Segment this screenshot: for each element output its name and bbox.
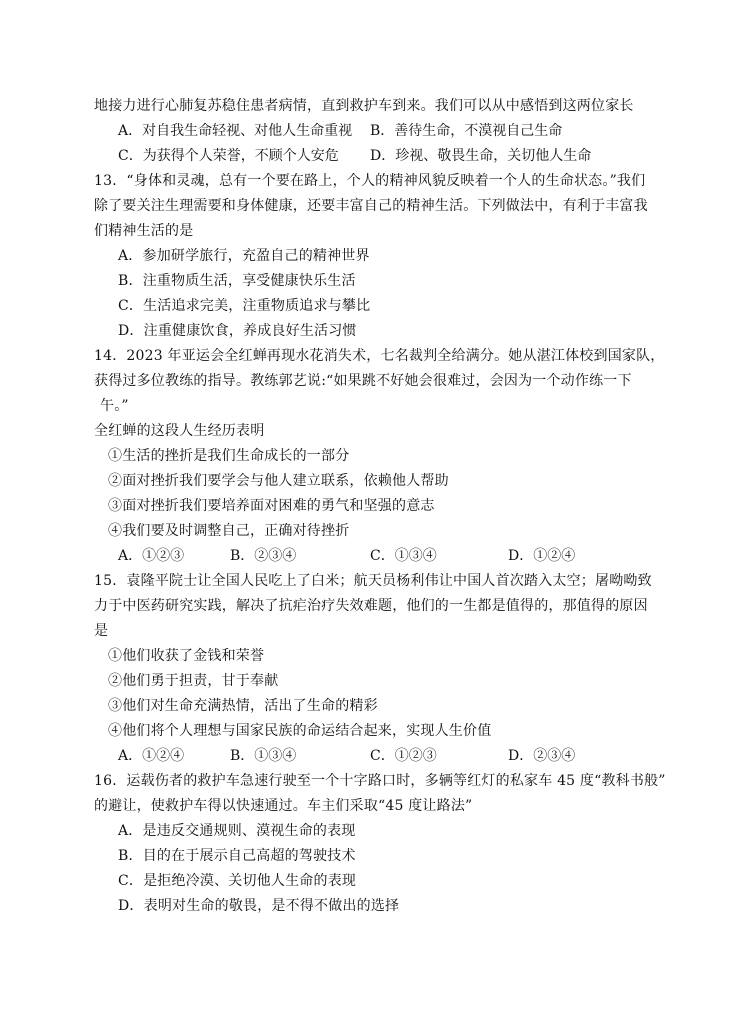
q15-option-d: D．②③④ — [508, 748, 576, 764]
q14-option-d: D．①②④ — [508, 548, 576, 564]
q16-option-a: A．是违反交通规则、漠视生命的表现 — [118, 823, 356, 839]
q15-stem-line-3: 是 — [94, 623, 109, 639]
q13-option-a: A．参加研学旅行，充盈自己的精神世界 — [118, 248, 370, 264]
q15-item-2: ②他们勇于担责，甘于奉献 — [108, 673, 279, 689]
q13-option-b: B．注重物质生活，享受健康快乐生活 — [118, 273, 356, 289]
q14-item-2: ②面对挫折我们要学会与他人建立联系，依赖他人帮助 — [108, 473, 449, 489]
q14-stem-line-4: 全红蝉的这段人生经历表明 — [94, 423, 265, 439]
q12-option-a: A．对自我生命轻视、对他人生命重视 — [118, 123, 353, 139]
q14-item-3: ③面对挫折我们要培养面对困难的勇气和坚强的意志 — [108, 498, 435, 514]
q12-option-d: D．珍视、敬畏生命，关切他人生命 — [370, 148, 592, 164]
q14-stem-line-3: 午。” — [100, 398, 129, 414]
q14-item-1: ①生活的挫折是我们生命成长的一部分 — [108, 448, 350, 464]
q12-option-c: C．为获得个人荣誉，不顾个人安危 — [118, 148, 339, 164]
q15-item-3: ③他们对生命充满热情，活出了生命的精彩 — [108, 698, 378, 714]
q16-stem-line-1: 16．运载伤者的救护车急速行驶至一个十字路口时，多辆等红灯的私家车 45 度“教科书般” — [94, 773, 666, 789]
q13-stem-line-3: 们精神生活的是 — [94, 223, 194, 239]
q13-stem-line-1: 13．“身体和灵魂，总有一个要在路上，个人的精神风貌反映着一个人的生命状态。”我们 — [94, 173, 646, 189]
q16-option-b: B．目的在于展示自己高超的驾驶技术 — [118, 848, 356, 864]
q15-item-1: ①他们收获了金钱和荣誉 — [108, 648, 265, 664]
q12-stem-tail: 地接力进行心肺复苏稳住患者病情，直到救护车到来。我们可以从中感悟到这两位家长 — [94, 98, 634, 114]
q15-stem-line-1: 15．袁隆平院士让全国人民吃上了白米；航天员杨利伟让中国人首次踏入太空；屠呦呦致 — [94, 573, 652, 589]
q15-stem-line-2: 力于中医药研究实践，解决了抗疟治疗失效难题，他们的一生都是值得的，那值得的原因 — [94, 598, 648, 614]
q15-option-c: C．①②③ — [370, 748, 437, 764]
q14-stem-line-2: 获得过多位教练的指导。教练郭艺说:“如果跳不好她会很难过，会因为一个动作练一下 — [94, 373, 632, 389]
q14-stem-line-1: 14．2023 年亚运会全红蝉再现水花消失术，七名裁判全给满分。她从湛江体校到国家队， — [94, 348, 665, 364]
q16-option-c: C．是拒绝冷漠、关切他人生命的表现 — [118, 873, 357, 889]
q16-option-d: D．表明对生命的敬畏，是不得不做出的选择 — [118, 898, 400, 914]
q15-option-a: A．①②④ — [118, 748, 185, 764]
q14-option-a: A．①②③ — [118, 548, 185, 564]
q14-item-4: ④我们要及时调整自己，正确对待挫折 — [108, 523, 350, 539]
q13-stem-line-2: 除了要关注生理需要和身体健康，还要丰富自己的精神生活。下列做法中，有利于丰富我 — [94, 198, 648, 214]
q16-stem-line-2: 的避让，使救护车得以快速通过。车主们采取“45 度让路法” — [94, 798, 473, 814]
q13-option-c: C．生活追求完美，注重物质追求与攀比 — [118, 298, 371, 314]
q13-option-d: D．注重健康饮食，养成良好生活习惯 — [118, 323, 357, 339]
q12-option-b: B．善待生命，不漠视自己生命 — [370, 123, 563, 139]
q15-item-4: ④他们将个人理想与国家民族的命运结合起来，实现人生价值 — [108, 723, 492, 739]
q15-option-b: B．①③④ — [230, 748, 297, 764]
q14-option-b: B．②③④ — [230, 548, 297, 564]
q14-option-c: C．①③④ — [370, 548, 437, 564]
